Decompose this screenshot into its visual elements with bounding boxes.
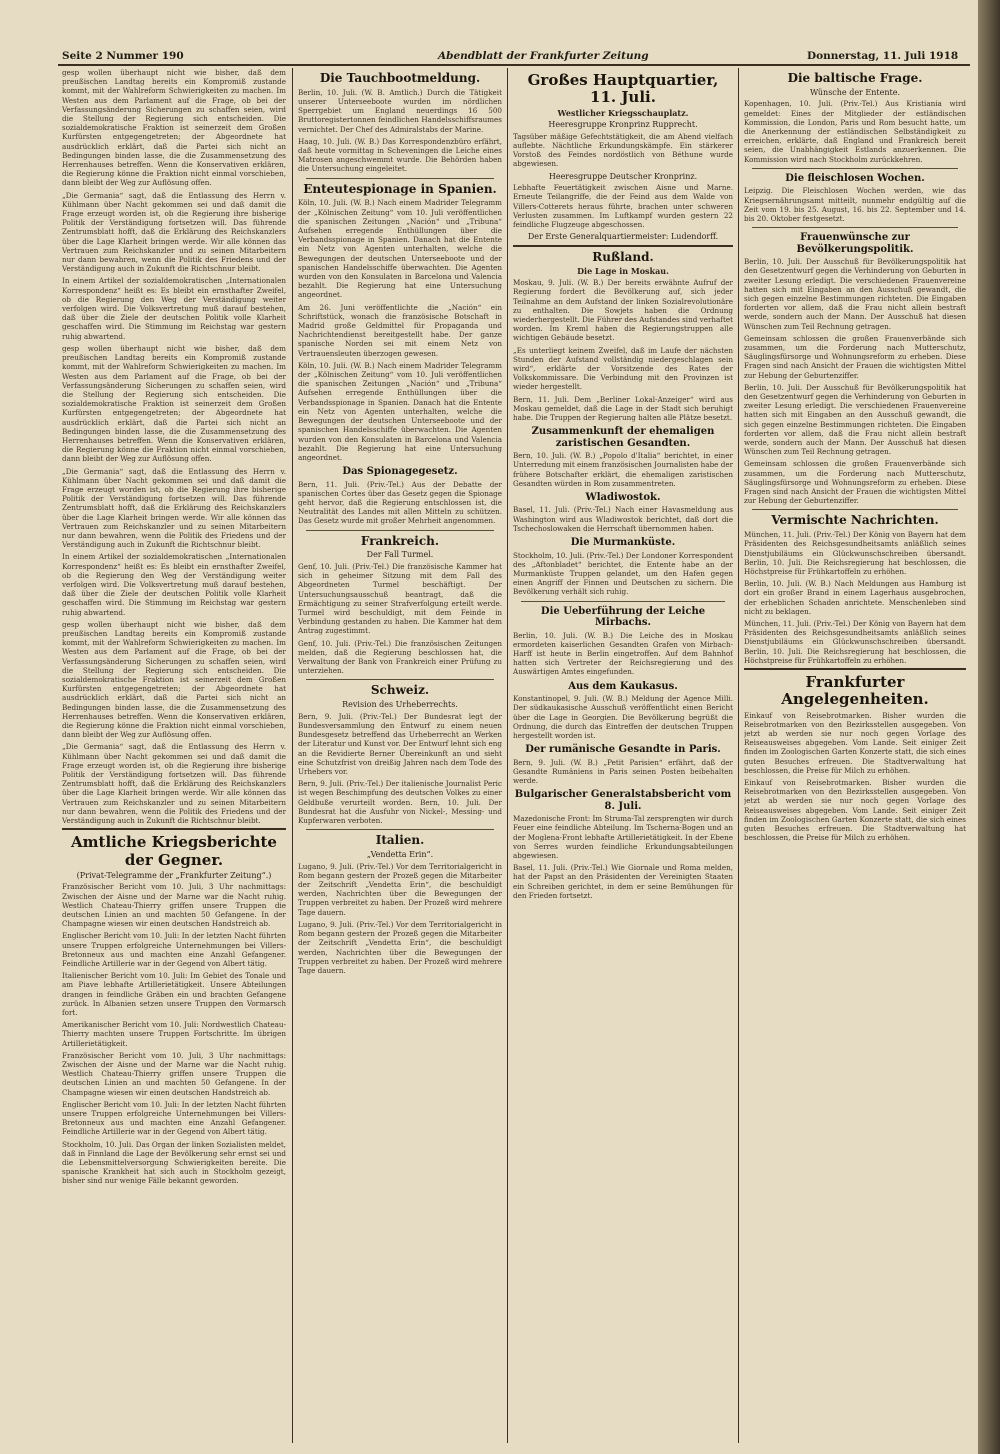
- section-heading: Schweiz.: [370, 683, 430, 698]
- article-text: Berlin, 10. Juli. (W. B.) Die Leiche des in Moskau ermordeten kaiserlichen Gesandten Grafen von Mirbach-Harff ist heute in Berlin eingetroffen. Auf dem Bahnhof hatten sich Vertreter der Reichsregierung und des Auswärtigen Amtes eingefunden.: [513, 630, 733, 677]
- divider: [521, 601, 725, 602]
- article-text: Haag, 10. Juli. (W. B.) Das Korrespondenzbüro erfährt, daß heute vormittag in Scheveningen die Leiche eines Matrosen angeschwemmt wurde. Die Behörden haben die Untersuchung eingeleitet.: [298, 136, 502, 174]
- section-heading: Rußland.: [592, 249, 654, 264]
- section-subheading: Wünsche der Entente.: [809, 87, 901, 97]
- article-text: In einem Artikel der sozialdemokratischen „Internationalen Korrespondenz“ heißt es: Es bleibt ein ernsthafter Zweifel, ob die Regierung den Weg der Verständigung weiter verfolgen wird. Die Volksvertretung muß darauf bestehen, daß über die Ziele der deutschen Politik volle Klarheit geschaffen wird. Die Stimmung im Reichstag war gestern ruhig abwartend.: [62, 552, 286, 617]
- article-text: Bern, 9. Juli. (Priv.-Tel.) Der Bundesrat legt der Bundesversammlung den Entwurf zu einem neuen Bundesgesetz betreffend das Urheberrecht an Werken der Literatur und Kunst vor. Der Entwurf lehnt sich eng an die Revidierte Berner Übereinkunft an und sieht eine Schutzfrist von dreißig Jahren nach dem Tode des Urhebers vor.: [298, 711, 502, 777]
- article-text: München, 11. Juli. (Priv.-Tel.) Der König von Bayern hat dem Präsidenten des Reichsgesundheitsamts anläßlich seines Dienstjubiläums ein Glückwunschschreiben übersandt. Berlin, 10. Juli. Die Reichsregierung hat beschlossen, die Höchstpreise für Frühkartoffeln zu erhöhen.: [744, 619, 966, 665]
- signature: Der Erste Generalquartiermeister: Ludendorff.: [527, 232, 719, 242]
- column-4: [744, 68, 966, 1443]
- section-subheading: Der Fall Turmel.: [366, 550, 434, 560]
- article-text: „Die Germania“ sagt, daß die Entlassung des Herrn v. Kühlmann über Nacht gekommen sei und daß damit die Frage erzeugt worden ist, ob die Regierung ihre bisherige Politik der Verständigung fortsetzen will. Das führende Zentrumsblatt hofft, daß die Erklärung des Reichskanzlers über die Lage Klarheit bringen werde. Wir alle können das Vertrauen zum Reichskanzler und zu seinen Mitarbeitern nur dann bewahren, wenn die Politik des Friedens und der Verständigung auch in Zukunft die Richtschnur bleibt.: [62, 190, 286, 274]
- section-heading: Bulgarischer Generalstabsbericht vom 8. Juli.: [514, 789, 732, 812]
- war-report: Englischer Bericht vom 10. Juli: In der letzten Nacht führten unsere Truppen erfolgreiche Unternehmungen bei Villers-Bretonneux aus und machten eine Anzahl Gefangener. Feindliche Artillerie war in der Gegend von Albert tätig.: [62, 1099, 286, 1137]
- article-text: Einkauf von Reisebrotmarken. Bisher wurden die Reisebrotmarken von den Bezirksstellen ausgegeben. Von jetzt ab werden sie nur noch gegen Vorlage des Reiseausweises abgegeben. Vom Lande. Seit einiger Zeit finden im Zoologischen Garten Konzerte statt, die sich eines guten Besuches erfreuen. Die Stadtverwaltung hat beschlossen, die Preise für Milch zu erhöhen.: [744, 710, 966, 775]
- section-heading: Zusammenkunft der ehemaligen zaristischen Gesandten.: [531, 426, 715, 449]
- article-text: Konstantinopel, 9. Juli. (W. B.) Meldung der Agence Milli. Der südkaukasische Ausschuß veröffentlicht einen Bericht über die Lage in Georgien. Die Bevölkerung begrüßt die Ordnung, die durch das Eintreffen der deutschen Truppen hergestellt worden ist.: [513, 694, 733, 740]
- section-heading: Vermischte Nachrichten.: [771, 513, 939, 528]
- article-text: Moskau, 9. Juli. (W. B.) Der bereits erwähnte Aufruf der Regierung fordert die Bevölkerung auf, sich jeder Teilnahme an dem Aufstand der linken Sozialrevolutionäre zu enthalten. Die Sowjets haben die Ordnung wiederhergestellt. Die Führer des Aufstandes sind verhaftet worden. Im Kreml haben die Regierungstruppen alle wichtigen Gebäude besetzt.: [513, 278, 733, 343]
- section-subheading: (Privat-Telegramme der „Frankfurter Zeitung“.): [76, 870, 272, 880]
- article-text: gesp wollen überhaupt nicht wie bisher, daß dem preußischen Landtag bereits ein Kompromiß zustande kommt, mit der Wahlreform Schwierigkeiten zu machen. Im Westen aus dem Parlament auf die Frage, ob bei der Verfassungsänderung Sicherungen zu schaffen seien, wird die Stellung der Regierung sich entscheiden. Die sozialdemokratische Fraktion ist seinerzeit dem Großen Kurfürsten entgegengetreten; der Abgeordnete hat ausdrücklich erklärt, daß die Partei sich nicht an Bedingungen binden lasse, die die Zusammensetzung des Herrenhauses betreffen. Wenn die Konservativen erklären, die Regierung könne die Fraktion nicht einmal vorschieben, dann bleibt der Weg zur Auflösung offen.: [62, 343, 286, 464]
- article-text: Stockholm, 10. Juli. (Priv.-Tel.) Der Londoner Korrespondent des „Aftonbladet“ berichtet, die Entente habe an der Murmanküste Truppen gelandet, um den Hafen gegen einen Angriff der Finnen und Deutschen zu sichern. Die Bevölkerung verhält sich ruhig.: [513, 550, 733, 597]
- article-text: „Die Germania“ sagt, daß die Entlassung des Herrn v. Kühlmann über Nacht gekommen sei und daß damit die Frage erzeugt worden ist, ob die Regierung ihre bisherige Politik der Verständigung fortsetzen will. Das führende Zentrumsblatt hofft, daß die Erklärung des Reichskanzlers über die Lage Klarheit bringen werde. Wir alle können das Vertrauen zum Reichskanzler und zu seinen Mitarbeitern nur dann bewahren, wenn die Politik des Friedens und der Verständigung auch in Zukunft die Richtschnur bleibt.: [62, 742, 286, 826]
- section-subheading: Revision des Urheberrechts.: [342, 700, 458, 710]
- section-heading: Frauenwünsche zur Bevölkerungspolitik.: [796, 232, 914, 255]
- divider: [306, 679, 494, 680]
- masthead: Abendblatt der Frankfurter Zeitung: [438, 50, 649, 62]
- article-text: Bern, 11. Juli. Dem „Berliner Lokal-Anzeiger“ wird aus Moskau gemeldet, daß die Lage in der Stadt sich beruhigt habe. Die Truppen der Regierung halten alle Plätze besetzt.: [513, 394, 733, 422]
- section-heading: Die Murmanküste.: [570, 537, 676, 549]
- article-text: Gemeinsam schlossen die großen Frauenverbände sich zusammen, um die Forderung nach Mutterschutz, Säuglingsfürsorge und Wohnungsreform zu erheben. Diese Fragen sind nach Ansicht der Frauen die wichtigsten Mittel zur Hebung der Geburtenziffer.: [744, 459, 966, 506]
- article-text: Bern, 11. Juli. (Priv.-Tel.) Aus der Debatte der spanischen Cortes über das Gesetz gegen die Spionage geht hervor, daß die Regierung entschlossen ist, die Neutralität des Landes mit allen Mitteln zu schützen. Das Gesetz wurde mit großer Mehrheit angenommen.: [298, 479, 502, 526]
- article-text: München, 11. Juli. (Priv.-Tel.) Der König von Bayern hat dem Präsidenten des Reichsgesundheitsamts anläßlich seines Dienstjubiläums ein Glückwunschschreiben übersandt. Berlin, 10. Juli. Die Reichsregierung hat beschlossen, die Höchstpreise für Frühkartoffeln zu erhöhen.: [744, 530, 966, 577]
- article-text: Am 26. Juni veröffentlichte die „Nación“ ein Schriftstück, wonach die französische Botschaft in Madrid große Geldmittel für Propaganda und Nachrichtendienst bereitgestellt habe. Der ganze spanische Norden sei mit einem Netz von Vertrauensleuten überzogen gewesen.: [298, 302, 502, 358]
- header-rule: [58, 64, 970, 66]
- section-heading: Die Tauchbootmeldung.: [319, 71, 481, 85]
- war-report: Französischer Bericht vom 10. Juli, 3 Uhr nachmittags: Zwischen der Aisne und der Marne war die Nacht ruhig. Westlich Chateau-Thierry griffen unsere Truppen die deutschen Linien an und machten 50 Gefangene. In der Champagne wiesen wir einen deutschen Handstreich ab.: [62, 1050, 286, 1097]
- section-heading: Aus dem Kaukasus.: [568, 680, 678, 692]
- article-text: Lugano, 9. Juli. (Priv.-Tel.) Vor dem Territorialgericht in Rom begann gestern der Prozeß gegen die Mitarbeiter der Zeitschrift „Vendetta Erin“, die beschuldigt werden, Nachrichten über die Bewegungen der Truppen verbreitet zu haben. Der Prozeß wird mehrere Tage dauern.: [298, 861, 502, 917]
- section-subheading: Heeresgruppe Deutscher Kronprinz.: [548, 171, 698, 181]
- article-text: Gemeinsam schlossen die großen Frauenverbände sich zusammen, um die Forderung nach Mutterschutz, Säuglingsfürsorge und Wohnungsreform zu erheben. Diese Fragen sind nach Ansicht der Frauen die wichtigsten Mittel zur Hebung der Geburtenziffer.: [744, 333, 966, 380]
- divider: [306, 530, 494, 531]
- column-1: [62, 68, 286, 1443]
- issue-date: Donnerstag, 11. Juli 1918: [807, 50, 959, 62]
- divider: [306, 829, 494, 830]
- article-text: Berlin, 10. Juli. (W. B. Amtlich.) Durch die Tätigkeit unserer Unterseeboote wurden im nördlichen Sperrgebiet um England neuerdings 16 500 Bruttoregistertonnen feindlichen Handelsschiffsraumes vernichtet. Der Chef des Admiralstabs der Marine.: [298, 87, 502, 134]
- article-text: Bern, 9. Juli. (Priv.-Tel.) Der italienische Journalist Peric ist wegen Beschimpfung des deutschen Volkes zu einer Geldbuße verurteilt worden. Bern, 10. Juli. Der Bundesrat hat die Ausfuhr von Nickel-, Messing- und Kupferwaren verboten.: [298, 779, 502, 826]
- article-text: „Es unterliegt keinem Zweifel, daß im Laufe der nächsten Stunden der Aufstand vollständig niedergeschlagen sein wird“, erklärte der Vorsitzende des Rates der Volkskommissare. Die Verbindung mit den Provinzen ist wieder hergestellt.: [513, 345, 733, 392]
- section-heading: Das Spionagegesetz.: [342, 466, 458, 478]
- section-subheading: Heeresgruppe Kronprinz Rupprecht.: [548, 120, 698, 130]
- section-heading: Frankfurter Angelegenheiten.: [781, 673, 929, 709]
- section-heading: Italien.: [375, 833, 425, 848]
- section-subheading: Westlicher Kriegsschauplatz.: [557, 107, 689, 118]
- section-subheading: „Vendetta Erin“.: [366, 850, 434, 860]
- divider: [306, 178, 494, 179]
- war-report: Englischer Bericht vom 10. Juli: In der letzten Nacht führten unsere Truppen erfolgreiche Unternehmungen bei Villers-Bretonneux aus und machten eine Anzahl Gefangener. Feindliche Artillerie war in der Gegend von Albert tätig.: [62, 931, 286, 968]
- article-text: In einem Artikel der sozialdemokratischen „Internationalen Korrespondenz“ heißt es: Es bleibt ein ernsthafter Zweifel, ob die Regierung den Weg der Verständigung weiter verfolgen wird. Die Volksvertretung muß darauf bestehen, daß über die Ziele der deutschen Politik volle Klarheit geschaffen wird. Die Stimmung im Reichstag war gestern ruhig abwartend.: [62, 276, 286, 341]
- page-edge-shadow: [978, 0, 1000, 1454]
- war-report: Französischer Bericht vom 10. Juli, 3 Uhr nachmittags: Zwischen der Aisne und der Marne war die Nacht ruhig. Westlich Chateau-Thierry griffen unsere Truppen die deutschen Linien an und machten 50 Gefangene. In der Champagne wiesen wir einen deutschen Handstreich ab.: [62, 882, 286, 929]
- section-heading: Enteutespionage in Spanien.: [303, 181, 497, 196]
- article-text: Bern, 9. Juli. (W. B.) „Petit Parisien“ erfährt, daß der Gesandte Rumäniens in Paris seinen Posten beibehalten werde.: [513, 757, 733, 786]
- article-text: „Die Germania“ sagt, daß die Entlassung des Herrn v. Kühlmann über Nacht gekommen sei und daß damit die Frage erzeugt worden ist, ob die Regierung ihre bisherige Politik der Verständigung fortsetzen will. Das führende Zentrumsblatt hofft, daß die Erklärung des Reichskanzlers über die Lage Klarheit bringen werde. Wir alle können das Vertrauen zum Reichskanzler und zu seinen Mitarbeitern nur dann bewahren, wenn die Politik des Friedens und der Verständigung auch in Zukunft die Richtschnur bleibt.: [62, 466, 286, 550]
- article-text: Bern, 10. Juli. (W. B.) „Popolo d'Italia“ berichtet, in einer Unterredung mit einem französischen Journalisten habe der frühere Botschafter erklärt, die ehemaligen zaristischen Gesandten würden in Rom zusammentreten.: [513, 451, 733, 488]
- article-text: Genf, 10. Juli. (Priv.-Tel.) Die französischen Zeitungen melden, daß die Regierung beschlossen hat, die Verwaltung der Bank von Frankreich einer Prüfung zu unterziehen.: [298, 638, 502, 676]
- section-rule: [744, 668, 966, 670]
- column-rule: [507, 68, 508, 1443]
- divider: [752, 227, 958, 228]
- article-text: Lebhafte Feuertätigkeit zwischen Aisne und Marne. Erneute Teilangriffe, die der Feind aus dem Walde von Villers-Cotterets heraus führte, brachen unter schweren Verlusten zusammen. Im Luftkampf wurden gestern 22 feindliche Flugzeuge abgeschossen.: [513, 183, 733, 229]
- article-text: Berlin, 10. Juli. Der Ausschuß für Bevölkerungspolitik hat den Gesetzentwurf gegen die Verhinderung von Geburten in zweiter Lesung erledigt. Die verschiedenen Frauenvereine hatten sich mit Eingaben an den Ausschuß gewandt, die sich gegen einzelne Bestimmungen richteten. Die Eingaben forderten vor allem, daß die Frau nicht allein bestraft werde, sondern auch der Mann. Der Ausschuß hat diesen Wünschen zum Teil Rechnung getragen.: [744, 257, 966, 331]
- section-heading: Amtliche Kriegsberichte der Gegner.: [71, 833, 277, 869]
- article-text: Leipzig. Die Fleischlosen Wochen werden, wie das Kriegsernährungsamt mitteilt, nunmehr endgültig auf die Zeit vom 19. bis 25. August, 16. bis 22. September und 14. bis 20. Oktober festgesetzt.: [744, 186, 966, 223]
- divider: [752, 509, 958, 510]
- section-rule: [62, 828, 286, 830]
- column-2: [298, 68, 502, 1443]
- article-text: Lugano, 9. Juli. (Priv.-Tel.) Vor dem Territorialgericht in Rom begann gestern der Prozeß gegen die Mitarbeiter der Zeitschrift „Vendetta Erin“, die beschuldigt werden, Nachrichten über die Bewegungen der Truppen verbreitet zu haben. Der Prozeß wird mehrere Tage dauern.: [298, 919, 502, 975]
- column-rule: [738, 68, 739, 1443]
- article-text: gesp wollen überhaupt nicht wie bisher, daß dem preußischen Landtag bereits ein Kompromiß zustande kommt, mit der Wahlreform Schwierigkeiten zu machen. Im Westen aus dem Parlament auf die Frage, ob bei der Verfassungsänderung Sicherungen zu schaffen seien, wird die Stellung der Regierung sich entscheiden. Die sozialdemokratische Fraktion ist seinerzeit dem Großen Kurfürsten entgegengetreten; der Abgeordnete hat ausdrücklich erklärt, daß die Partei sich nicht an Bedingungen binden lasse, die die Zusammensetzung des Herrenhauses betreffen. Wenn die Konservativen erklären, die Regierung könne die Fraktion nicht einmal vorschieben, dann bleibt der Weg zur Auflösung offen.: [62, 619, 286, 740]
- article-text: Basel, 11. Juli. (Priv.-Tel.) Nach einer Havasmeldung aus Washington wird aus Wladiwostok berichtet, daß dort die Tschechoslowaken die Herrschaft übernommen haben.: [513, 505, 733, 533]
- article-text: Köln, 10. Juli. (W. B.) Nach einem Madrider Telegramm der „Kölnischen Zeitung“ vom 10. Juli veröffentlichen die spanischen Zeitungen „Nación“ und „Tribuna“ Aufsehen erregende Enthüllungen über die Verbandsspionage in Spanien. Danach hat die Entente ein Netz von Agenten unterhalten, welche die Bewegungen der deutschen Unterseeboote und der spanischen Handelsschiffe überwachten. Die Agenten wurden von den Konsulaten in Barcelona und Valencia bezahlt. Die Regierung hat eine Untersuchung angeordnet.: [298, 198, 502, 300]
- section-heading: Die fleischlosen Wochen.: [785, 172, 925, 184]
- article-text: Köln, 10. Juli. (W. B.) Nach einem Madrider Telegramm der „Kölnischen Zeitung“ vom 10. Juli veröffentlichen die spanischen Zeitungen „Nación“ und „Tribuna“ Aufsehen erregende Enthüllungen über die Verbandsspionage in Spanien. Danach hat die Entente ein Netz von Agenten unterhalten, welche die Bewegungen der deutschen Unterseeboote und der spanischen Handelsschiffe überwachten. Die Agenten wurden von den Konsulaten in Barcelona und Valencia bezahlt. Die Regierung hat eine Untersuchung angeordnet.: [298, 360, 502, 462]
- war-report: Italienischer Bericht vom 10. Juli: Im Gebiet des Tonale und am Piave lebhafte Artillerietätigkeit. Unsere Abteilungen drangen in feindliche Gräben ein und brachten Gefangene zurück. In Albanien setzen unsere Truppen den Vormarsch fort.: [62, 971, 286, 1017]
- section-subheading: Die Lage in Moskau.: [577, 265, 669, 276]
- article-text: Tagsüber mäßige Gefechtstätigkeit, die am Abend vielfach auflebte. Nächtliche Erkundungskämpfe. Ein stärkerer Vorstoß des Feindes nordöstlich von Béthune wurde abgewiesen.: [513, 131, 733, 169]
- column-3: [513, 68, 733, 1443]
- section-heading: Wladiwostok.: [585, 491, 661, 503]
- divider: [752, 168, 958, 169]
- article-text: Einkauf von Reisebrotmarken. Bisher wurden die Reisebrotmarken von den Bezirksstellen ausgegeben. Von jetzt ab werden sie nur noch gegen Vorlage des Reiseausweises abgegeben. Vom Lande. Seit einiger Zeit finden im Zoologischen Garten Konzerte statt, die sich eines guten Besuches erfreuen. Die Stadtverwaltung hat beschlossen, die Preise für Milch zu erhöhen.: [744, 777, 966, 843]
- war-report: Stockholm, 10. Juli. Das Organ der linken Sozialisten meldet, daß in Finnland die Lage der Bevölkerung sehr ernst sei und die Lebensmittelversorgung Schwierigkeiten bereite. Die spanische Krankheit hat sich auch in Stockholm gezeigt, bisher sind nur wenige Fälle bekannt geworden.: [62, 1139, 286, 1186]
- section-heading: Die Ueberführung der Leiche Mirbachs.: [540, 605, 706, 629]
- section-rule: [513, 245, 733, 247]
- section-heading: Frankreich.: [360, 533, 440, 548]
- article-text: gesp wollen überhaupt nicht wie bisher, daß dem preußischen Landtag bereits ein Kompromiß zustande kommt, mit der Wahlreform Schwierigkeiten zu machen. Im Westen aus dem Parlament auf die Frage, ob bei der Verfassungsänderung Sicherungen zu schaffen seien, wird die Stellung der Regierung sich entscheiden. Die sozialdemokratische Fraktion ist seinerzeit dem Großen Kurfürsten entgegengetreten; der Abgeordnete hat ausdrücklich erklärt, daß die Partei sich nicht an Bedingungen binden lasse, die die Zusammensetzung des Herrenhauses betreffen. Wenn die Konservativen erklären, die Regierung könne die Fraktion nicht einmal vorschieben, dann bleibt der Weg zur Auflösung offen.: [62, 68, 286, 188]
- article-text: Mazedonische Front: Im Struma-Tal zersprengten wir durch Feuer eine feindliche Abteilung. Im Tscherna-Bogen und an der Moglena-Front lebhafte Artillerietätigkeit. In der Ebene von Serres wurden feindliche Erkundungsabteilungen abgewiesen.: [513, 814, 733, 861]
- article-text: Berlin, 10. Juli. Der Ausschuß für Bevölkerungspolitik hat den Gesetzentwurf gegen die Verhinderung von Geburten in zweiter Lesung erledigt. Die verschiedenen Frauenvereine hatten sich mit Eingaben an den Ausschuß gewandt, die sich gegen einzelne Bestimmungen richteten. Die Eingaben forderten vor allem, daß die Frau nicht allein bestraft werde, sondern auch der Mann. Der Ausschuß hat diesen Wünschen zum Teil Rechnung getragen.: [744, 382, 966, 457]
- article-text: Basel, 11. Juli. (Priv.-Tel.) Wie Giornale und Roma melden, hat der Papst an den Präsidenten der Vereinigten Staaten ein Schreiben gerichtet, in dem er seine Bemühungen für den Frieden fortsetzt.: [513, 863, 733, 900]
- article-text: Genf, 10. Juli. (Priv.-Tel.) Die französische Kammer hat sich in geheimer Sitzung mit dem Fall des Abgeordneten Turmel beschäftigt. Der Untersuchungsausschuß beantragt, daß die Ermächtigung zu seiner Strafverfolgung erteilt werde. Turmel wird beschuldigt, mit dem Feinde in Verbindung gestanden zu haben. Die Kammer hat dem Antrag zugestimmt.: [298, 562, 502, 636]
- war-report: Amerikanischer Bericht vom 10. Juli: Nordwestlich Chateau-Thierry machten unsere Truppen Fortschritte. Im übrigen Artillerietätigkeit.: [62, 1020, 286, 1048]
- page-number: Seite 2 Nummer 190: [62, 50, 184, 62]
- section-heading: Der rumänische Gesandte in Paris.: [525, 744, 721, 756]
- column-rule: [292, 68, 293, 1443]
- article-text: Berlin, 10. Juli. (W. B.) Nach Meldungen aus Hamburg ist dort ein großer Brand in einem Lagerhaus ausgebrochen, der erheblichen Schaden anrichtete. Menschenleben sind nicht zu beklagen.: [744, 579, 966, 616]
- article-text: Kopenhagen, 10. Juli. (Priv.-Tel.) Aus Kristiania wird gemeldet: Eines der Mitglieder der estländischen Kommission, die London, Paris und Rom besucht hatte, um die Anerkennung der estländischen Selbständigkeit zu erreichen, erklärte, daß England und Frankreich bereit seien, die Unabhängigkeit Estlands anzuerkennen. Die Kommission wird nach Stockholm zurückkehren.: [744, 99, 966, 164]
- section-heading: Die baltische Frage.: [787, 71, 923, 85]
- section-heading: Großes Hauptquartier, 11. Juli.: [527, 71, 719, 107]
